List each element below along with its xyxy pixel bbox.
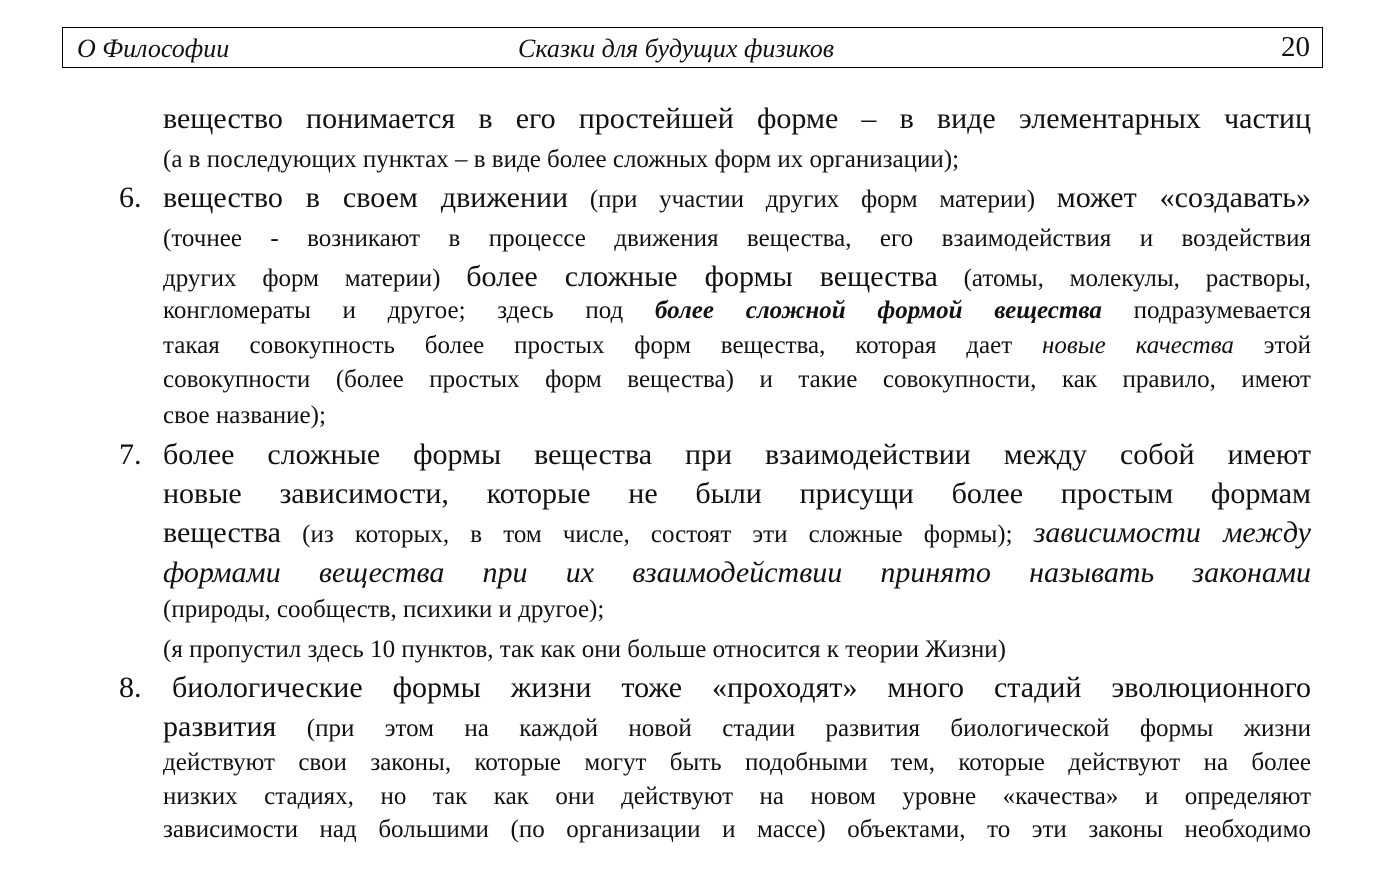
item5-line1: вещество понимается в его простейшей форме – в виде элементарных частиц (163, 102, 1311, 135)
item6-line1-c: может «создавать» (1056, 181, 1311, 214)
item6-line3 (163, 262, 1311, 292)
item6-line4-c: подразумевается (1101, 297, 1311, 324)
item7-line5: (природы, сообществ, психики и другое); (163, 596, 605, 623)
item6-line7: свое название); (163, 402, 326, 429)
item7-line3-b: (из которых, в том числе, состоят эти сложные формы); (280, 521, 1034, 548)
header-section-title: О Философии (77, 34, 230, 63)
item7-line4: формами вещества при их взаимодействии принято называть законами (163, 556, 1311, 589)
item6-number: 6. (119, 181, 142, 214)
item5-line2: (а в последующих пунктах – в виде более сложных форм их организации); (163, 146, 960, 173)
item6-line5 (163, 333, 1311, 358)
item6-line4 (163, 298, 1311, 323)
page-header (62, 27, 1323, 68)
item6-line1 (163, 183, 1311, 213)
item7-line2: новые зависимости, которые не были присущи более простым формам (163, 477, 1311, 510)
item8-line4: низких стадиях, но так как они действуют на новом уровне «качества» и определяют (163, 783, 1311, 810)
item6-line5-b: новые качества (1042, 332, 1234, 359)
header-book-title: Сказки для будущих физиков (518, 34, 835, 63)
item8-line2-a: развития (163, 710, 277, 743)
item6-line1-b: (при участии других форм материи) (568, 186, 1057, 213)
omission-note: (я пропустил здесь 10 пунктов, так как они больше относится к теории Жизни) (163, 636, 1006, 663)
item7-number: 7. (119, 438, 142, 471)
item6-line3-c: (атомы, молекулы, растворы, (937, 265, 1312, 292)
item6-line6: совокупности (более простых форм вещества) и такие совокупности, как правило, имеют (163, 366, 1311, 393)
item7-line3-c: зависимости между (1033, 516, 1311, 549)
item6-line4-b: более сложной формой вещества (654, 297, 1102, 324)
item8-number: 8. (119, 671, 142, 704)
item8-line3: действуют свои законы, которые могут быть подобными тем, которые действуют на более (163, 749, 1311, 776)
item8-line2-b: (при этом на каждой новой стадии развития биологической формы жизни (276, 715, 1311, 742)
item8-line1: биологические формы жизни тоже «проходят» много стадий эволюционного (172, 671, 1311, 704)
item7-line3-a: вещества (163, 516, 281, 549)
item6-line1-a: вещество в своем движении (163, 181, 569, 214)
item6-line3-a: других форм материи) (163, 265, 467, 292)
page-number: 20 (1281, 31, 1310, 63)
item6-line2: (точнее - возникают в процессе движения вещества, его взаимодействия и воздействия (163, 225, 1311, 252)
item6-line4-a: конгломераты и другое; здесь под (163, 297, 655, 324)
item6-line3-b: более сложные формы вещества (466, 260, 938, 293)
item8-line2 (163, 712, 1311, 742)
item6-line5-a: такая совокупность более простых форм вещества, которая дает (163, 332, 1042, 359)
item7-line1: более сложные формы вещества при взаимодействии между собой имеют (163, 438, 1311, 471)
item8-line5: зависимости над большими (по организации и массе) объектами, то эти законы необходимо (163, 816, 1311, 843)
item7-line3 (163, 518, 1311, 548)
item6-line5-c: этой (1233, 332, 1311, 359)
